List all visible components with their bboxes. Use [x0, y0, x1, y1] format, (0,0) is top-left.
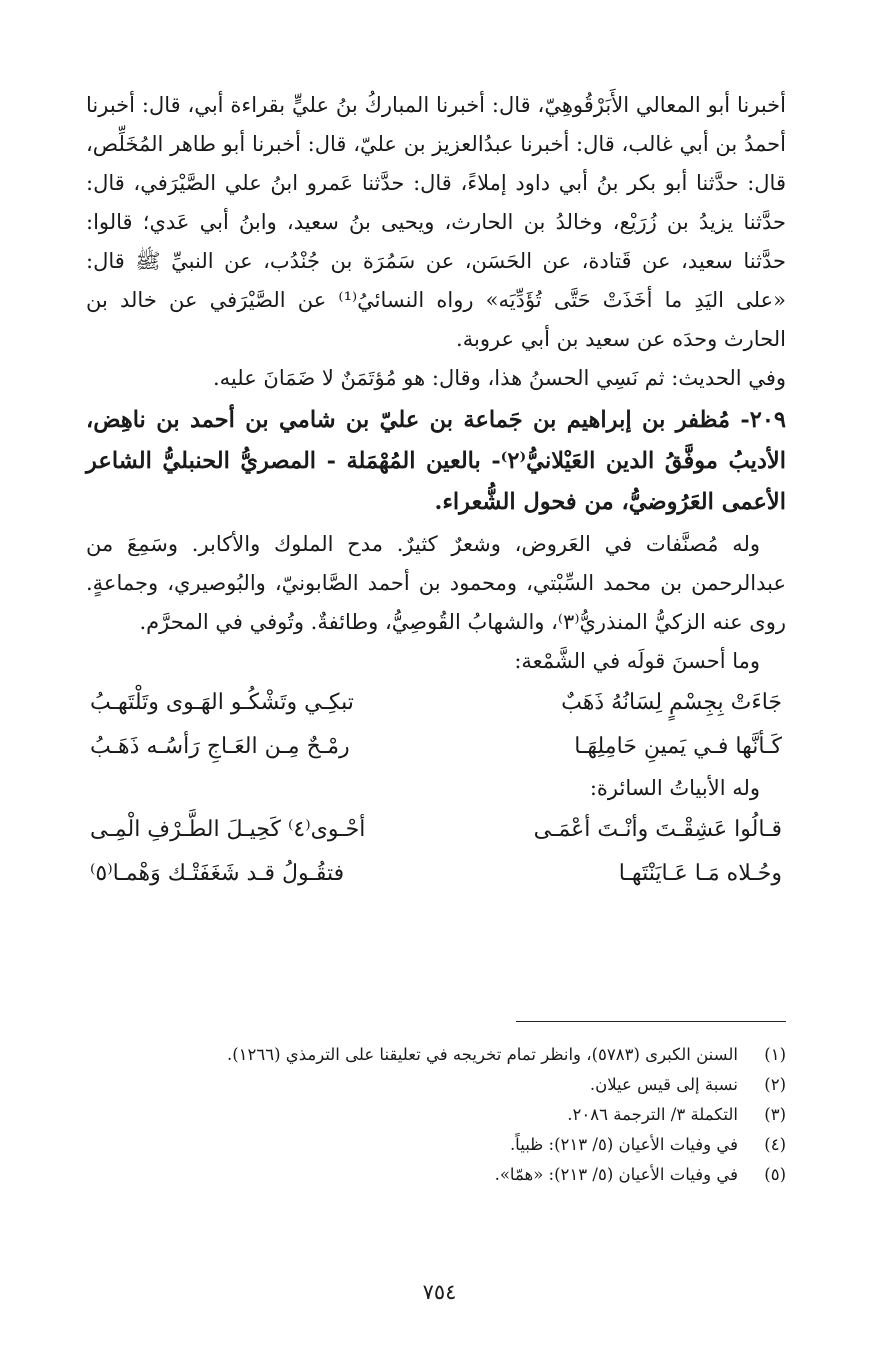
- footnote-number: (٤): [764, 1135, 786, 1154]
- footnote: [86, 1160, 786, 1190]
- verse-line: [86, 725, 786, 769]
- text-line: أخبرنا أبو المعالي الأَبَرْقُوهِيّ، قال: أخبرنا المباركُ بنُ عليٍّ بقراءة أبي،: [187, 93, 786, 117]
- text-line: قال: أخبرنا أحمدُ بن أبي غالب، قال: أخبرنا عبدُالعزيز بن عليّ، قال: أخبرنا: [86, 93, 786, 156]
- verse-line: [86, 808, 786, 852]
- text-line: سَمُرَة بن جُنْدُب، عن النبيِّ ﷺ قال: «على اليَدِ ما أخَذَتْ حَتَّى تُؤَدِّيَه» رواه: [86, 249, 786, 312]
- verse-second-hemistich: فتقُـولُ قـد شَغَفَتْـك وَهْمـا⁽٥⁾: [90, 861, 345, 886]
- verse-first-hemistich: وحُـلاه مَـا عَـايَنْتَهـا: [618, 861, 782, 886]
- verse-first-hemistich: جَاءَتْ بِجِسْمٍ لِسَانُهُ ذَهَبٌ: [561, 690, 782, 715]
- heading-line: ٢٠٩- مُظفر بن إبراهيم بن جَماعة بن عليّ بن شامي بن أحمد بن: [156, 407, 786, 433]
- page-number: ٧٥٤: [422, 1280, 457, 1304]
- footnotes: [86, 1040, 786, 1190]
- footnote: [86, 1040, 786, 1070]
- footnote-text: نسبة إلى قيس عيلان.: [589, 1075, 738, 1094]
- verse-intro: وله الأبياتُ السائرة:: [589, 776, 760, 800]
- text-line: من عبدالرحمن بن محمد السِّبْتي، ومحمود بن أحمد الصَّابونيّ، والبُوصيري،: [86, 532, 786, 595]
- footnote-text: التكملة ٣/ الترجمة ٢٠٨٦.: [567, 1105, 738, 1124]
- footnote: [86, 1070, 786, 1100]
- text-line: وفي الحديث: ثم نَسِي الحسنُ هذا، وقال: هو مُؤتَمَنٌ لا ضَمَانَ عليه.: [212, 366, 786, 390]
- footnote-number: (٢): [764, 1075, 786, 1094]
- footnote-number: (١): [764, 1045, 786, 1064]
- text-line: أبو طاهر المُخَلِّص، قال: حدَّثنا أبو بكر بنُ أبي داود إملاءً، قال: حدَّثنا عَمرو: [86, 132, 786, 195]
- verse-first-hemistich: كَـأنَّها فـي يَمينِ حَامِلِهَـا: [574, 734, 782, 759]
- biography-entry-heading: [86, 400, 786, 523]
- verse-first-hemistich: قـالُوا عَشِقْـتَ وأنْـتَ أعْمَـى: [533, 817, 782, 842]
- footnote-text: في وفيات الأعيان (٥/ ٢١٣): ظبياً.: [509, 1135, 738, 1154]
- heading-line: الحنبليُّ الشاعر الأعمى العَرُوضيُّ، من فحول الشُّعراء.: [86, 448, 786, 515]
- footnote: [86, 1100, 786, 1130]
- hadith-note: [86, 359, 786, 398]
- verse-line: [86, 681, 786, 725]
- verse-second-hemistich: تبكِـي وتَشْكُـو الهَـوى وتَلْتَهـبُ: [90, 690, 354, 715]
- text-line: سعيد، وابنُ أبي عَدي؛ قالوا: حدَّثنا سعيد، عن قَتادة، عن الحَسَن، عن: [86, 210, 786, 273]
- text-line: وله مُصنَّفات في العَروض، وشعرٌ كثيرٌ. مدح الملوك والأكابر. وسَمِعَ: [126, 532, 760, 556]
- text-line: وجماعةٍ. روى عنه الزكيُّ المنذريُّ⁽٣⁾، والشهابُ القُوصِيُّ، وطائفةٌ. وتُوفي: [86, 571, 786, 634]
- biography-paragraph: [86, 525, 786, 642]
- footnote-divider: [516, 1021, 786, 1022]
- heading-line: ناهِض، الأديبُ موفَّقُ الدين العَيْلانيُّ⁽٢⁾- بالعين المُهْمَلة - المصريُّ: [86, 407, 786, 474]
- isnad-paragraph: [86, 86, 786, 359]
- verse-second-hemistich: رمْـحٌ مِـن العَـاجِ رَأسُـه ذَهَـبُ: [90, 734, 350, 759]
- footnote-text: السنن الكبرى (٥٧٨٣)، وانظر تمام تخريجه في تعليقنا على الترمذي (١٢٦٦).: [226, 1045, 738, 1064]
- text-line: في المحرَّم.: [139, 610, 243, 634]
- verse-second-hemistich: أحْـوى⁽٤⁾ كَحِيـلَ الطَّـرْفِ الْمِـى: [90, 817, 366, 842]
- footnote: [86, 1130, 786, 1160]
- footnote-text: في وفيات الأعيان (٥/ ٢١٣): «همّا».: [494, 1165, 738, 1184]
- main-text: [86, 86, 786, 896]
- verse-intro: وما أحسنَ قولَه في الشَّمْعة:: [514, 649, 760, 673]
- footnote-number: (٥): [764, 1165, 786, 1184]
- text-line: ابنُ علي الصَّيْرَفي، قال: حدَّثنا يزيدُ بن زُرَيْع، وخالدُ بن الحارث، ويحيى بنُ: [86, 171, 786, 234]
- text-line: النسائيُ⁽¹⁾ عن الصَّيْرَفي عن خالد بن الحارث وحدَه عن سعيد بن أبي عروبة.: [86, 288, 786, 351]
- footnote-number: (٣): [764, 1105, 786, 1124]
- verse-line: [86, 852, 786, 896]
